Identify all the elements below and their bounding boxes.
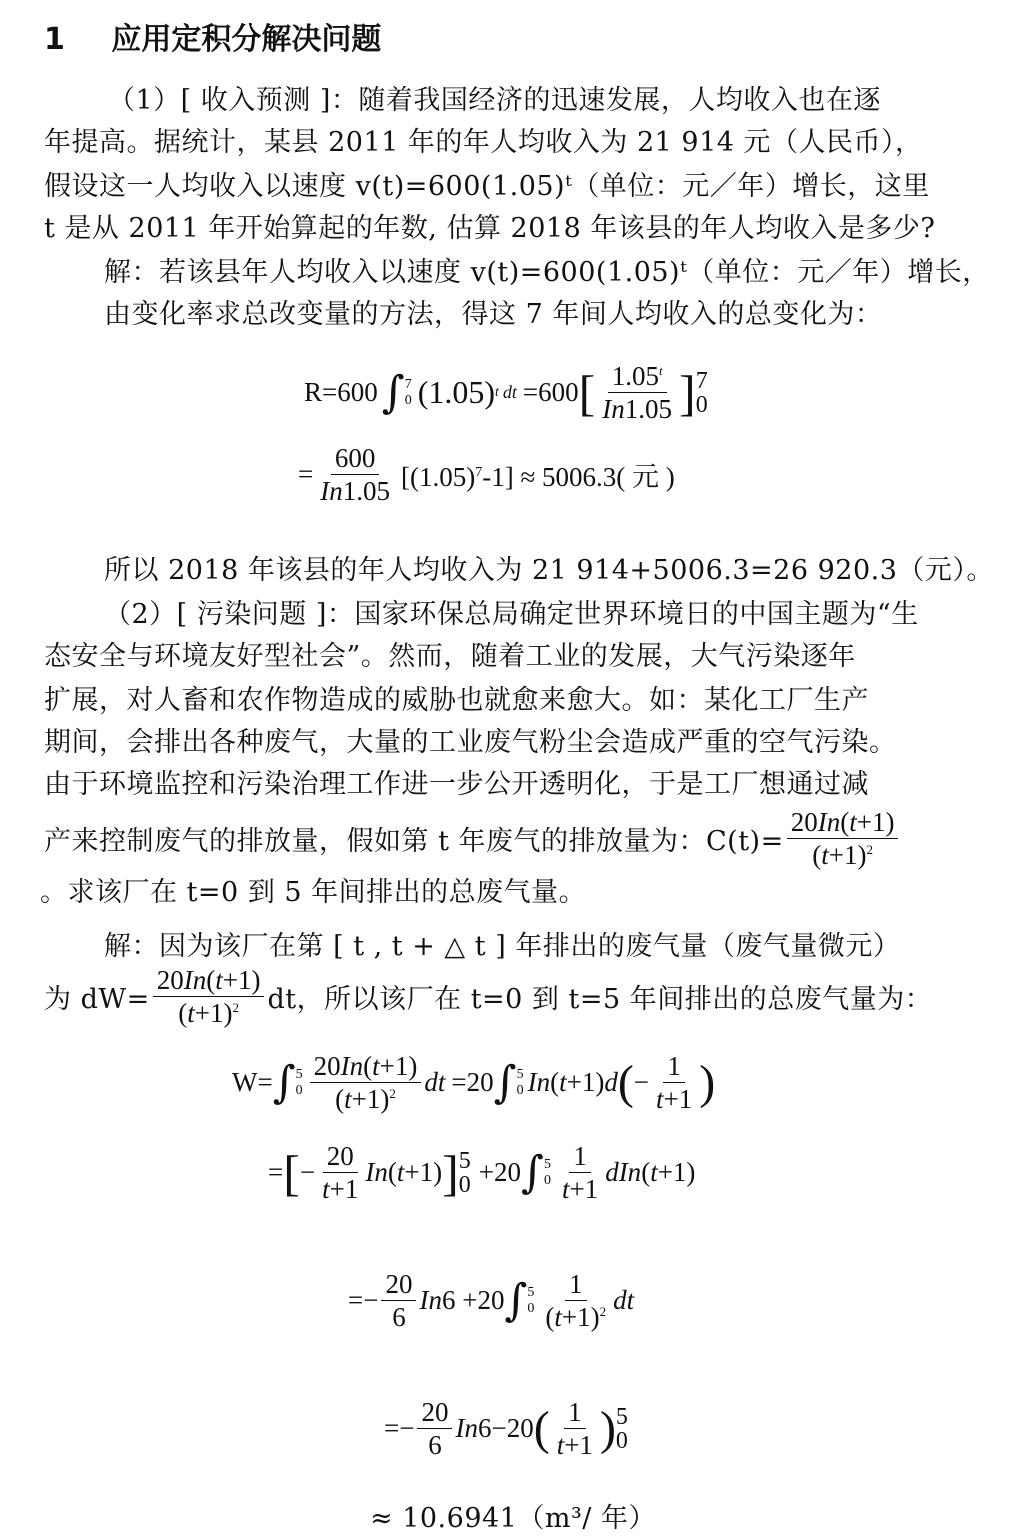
p2-line-5: 由于环境监控和污染治理工作进一步公开透明化，于是工厂想通过减 [44,769,869,800]
p2-line-6 [44,808,901,870]
p2-line-3: 扩展，对人畜和农作物造成的威胁也就愈来愈大。如：某化工厂生产 [44,685,869,716]
p2-line-7: 。求该厂在 t=0 到 5 年间排出的总废气量。 [40,877,587,908]
p2-line-1: （2）[ 污染问题 ]：国家环保总局确定世界环境日的中国主题为“生 [104,599,919,630]
section-heading [44,14,381,58]
p2-solution-line-2 [44,966,932,1028]
section-title: 应用定积分解决问题 [111,22,382,57]
equation-w-line-4: =− $\frac{20}{6}$ In6−20 ( $\frac{1}{t+1}$ ) 5 0 [384,1397,628,1461]
p1-line-3: 假设这一人均收入以速度 v(t)=600(1.05)ᵗ（单位：元／年）增长，这里 [44,171,930,202]
section-number: 1 [44,22,65,57]
p1-line-1: （1）[ 收入预测 ]：随着我国经济的迅速发展，人均收入也在逐 [108,85,881,116]
p2-line-2: 态安全与环境友好型社会”。然而，随着工业的发展，大气污染逐年 [44,641,856,672]
final-result: ≈ 10.6941（m³/ 年） [370,1503,656,1534]
p2-line-4: 期间，会排出各种废气，大量的工业废气粉尘会造成严重的空气污染。 [44,727,897,758]
equation-r-line-1: R=600 ∫ 7 0 (1.05) t dt =600 [ $\frac{1.05^t}{In1.05}$ ] 7 0 [304,361,708,425]
dw-formula: $\frac{20In(t+1)}{(t+1)^2}$ [153,966,265,1028]
p2-solution-line-1: 解：因为该厂在第 [ t , t + △ t ] 年排出的废气量（废气量微元） [104,931,901,962]
dw-prefix: 为 dW= [44,984,150,1016]
c-t-formula: $\frac{20In(t+1)}{(t+1)^2}$ [787,808,899,870]
equation-w-line-3: =− $\frac{20}{6}$ In6 +20 ∫ 5 0 $\frac{1}{(t+1)^2}$ dt [348,1269,635,1333]
p1-conclusion: 所以 2018 年该县的年人均收入为 21 914+5006.3=26 920.3（元）。 [104,555,994,586]
p2-line-6-text: 产来控制废气的排放量，假如第 t 年废气的排放量为：C(t)= [44,826,784,858]
dw-suffix: dt，所以该厂在 t=0 到 t=5 年间排出的总废气量为： [267,984,933,1016]
p1-solution-line-2: 由变化率求总改变量的方法，得这 7 年间人均收入的总变化为： [104,299,883,330]
equation-r-line-2: = $\frac{600}{In1.05}$ $[(1.05)^7-1] \approx 5006.3$( 元 ) [298,443,675,507]
p1-line-4: t 是从 2011 年开始算起的年数, 估算 2018 年该县的年人均收入是多少? [44,213,936,244]
p1-line-2: 年提高。据统计，某县 2011 年的年人均收入为 21 914 元（人民币）， [44,127,923,158]
p1-solution-line-1: 解：若该县年人均收入以速度 v(t)=600(1.05)ᵗ（单位：元／年）增长， [104,257,990,288]
equation-w-line-2: = [ − $\frac{20}{t+1}$ In(t+1) ] 5 0 +20 ∫ 5 0 $\frac{1}{t+1}$ dIn(t+1) [268,1141,696,1205]
equation-w-line-1: W= ∫ 5 0 $\frac{20In(t+1)}{(t+1)^2}$ dt =20 ∫ 5 0 In(t+1)d ( − $\frac{1}{t+1}$ ) [232,1051,716,1115]
